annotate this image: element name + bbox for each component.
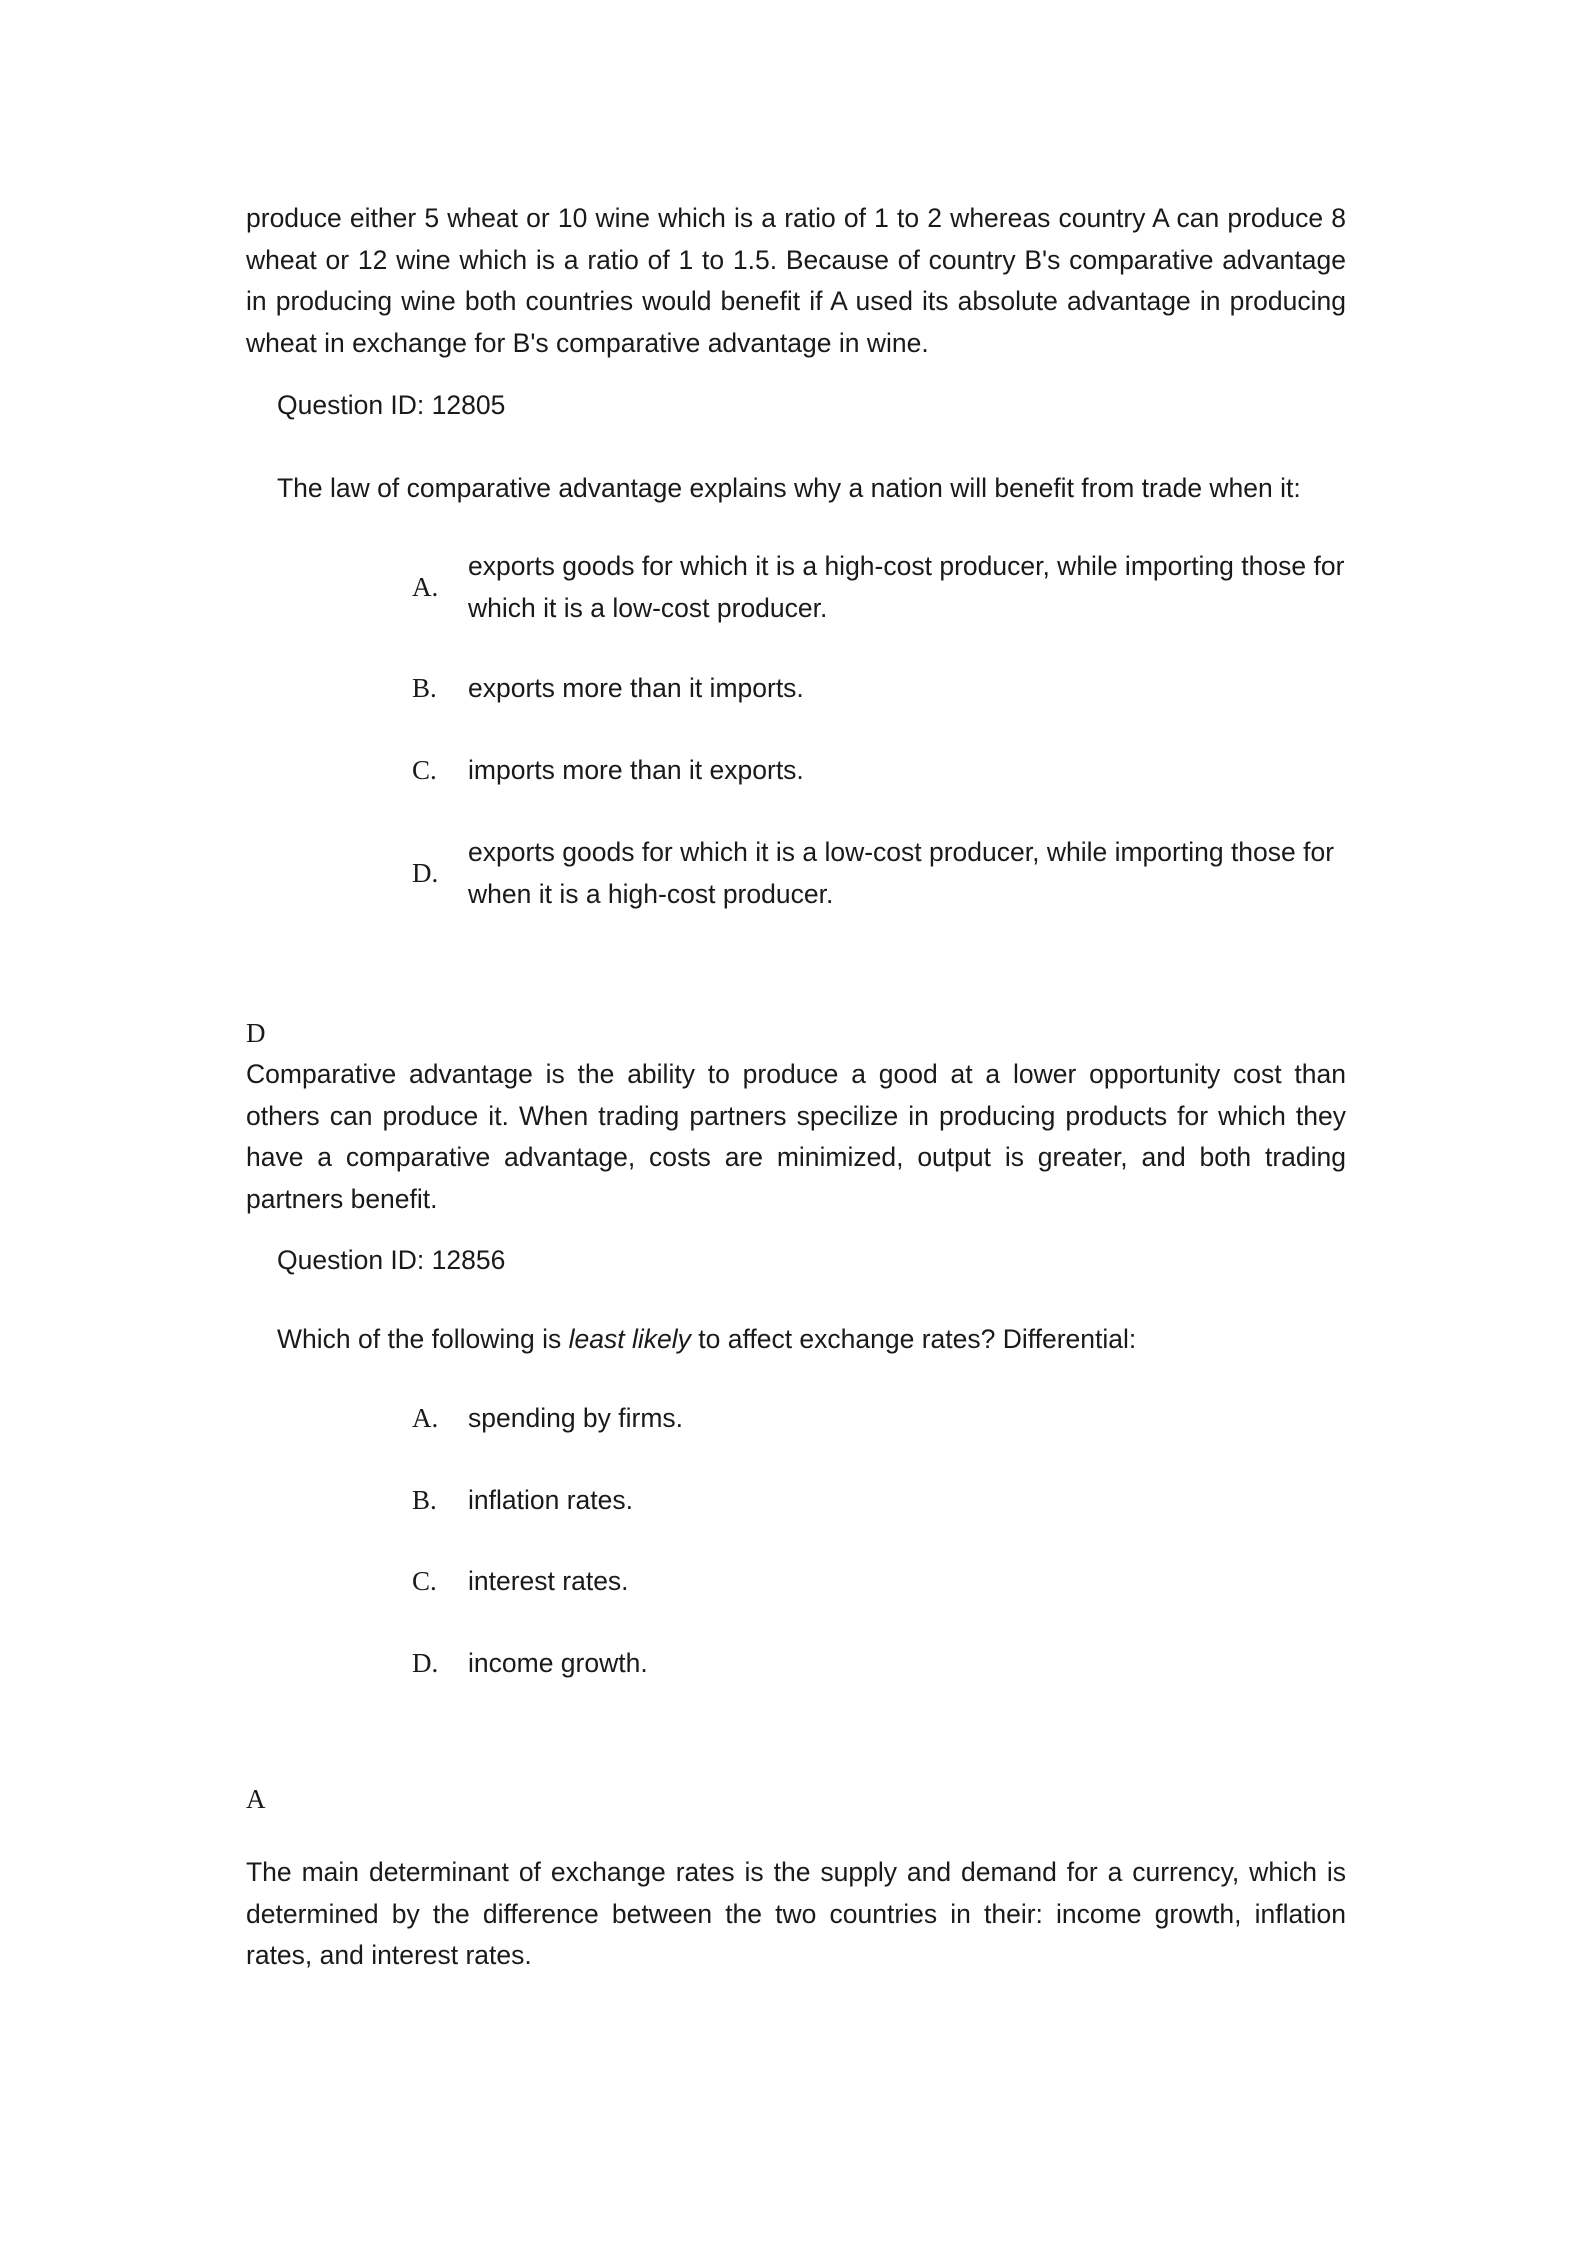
question-2-answer: A (246, 1784, 266, 1814)
question-2-option-d (412, 1643, 1362, 1685)
question-1-option-c (412, 750, 1362, 792)
option-text: spending by firms. (468, 1403, 684, 1433)
question-1-option-d (412, 832, 1362, 915)
option-letter: B. (412, 1485, 437, 1516)
option-text: inflation rates. (468, 1485, 633, 1515)
question-2-option-c (412, 1561, 1362, 1603)
question-1-option-b (412, 668, 1362, 710)
question-2-option-b (412, 1480, 1362, 1522)
option-text: interest rates. (468, 1566, 629, 1596)
option-letter: D. (412, 858, 439, 888)
intro-explanation: produce either 5 wheat or 10 wine which is a ratio of 1 to 2 whereas country A can produce 8 wheat or 12 wine which is a ratio of 1 to 1.5. Because of country B's comparative advantage in producing wine both countries would benefit if A used its absolute advantage in producing wheat in exchange for B's comparative advantage in wine. (246, 203, 1346, 358)
question-2-explanation: The main determinant of exchange rates is the supply and demand for a currency, which is determined by the difference between the two countries in their: income growth, inflation rates, and interest rates. (246, 1857, 1346, 1970)
option-text: imports more than it exports. (468, 755, 804, 785)
option-letter: A. (412, 1403, 439, 1434)
question-2-text (277, 1322, 1136, 1356)
option-letter: C. (412, 755, 437, 786)
option-text: exports goods for which it is a high-cost producer, while importing those for which it is a low-cost producer. (468, 551, 1345, 623)
option-letter: C. (412, 1566, 437, 1597)
option-text: exports goods for which it is a low-cost producer, while importing those for when it is a high-cost producer. (468, 837, 1335, 909)
option-letter: B. (412, 673, 437, 704)
option-text: exports more than it imports. (468, 673, 804, 703)
question-1-text: The law of comparative advantage explains why a nation will benefit from trade when it: (277, 473, 1301, 503)
question-1-answer: D (246, 1018, 266, 1048)
question-id-12805: Question ID: 12805 (277, 390, 506, 420)
question-2-text-before: Which of the following is (277, 1324, 569, 1354)
question-2-option-a (412, 1398, 1362, 1440)
question-id-12856: Question ID: 12856 (277, 1245, 506, 1275)
question-2-text-after: to affect exchange rates? Differential: (690, 1324, 1137, 1354)
question-1-option-a (412, 546, 1362, 629)
option-letter: A. (412, 572, 439, 602)
option-letter: D. (412, 1648, 439, 1679)
option-text: income growth. (468, 1648, 648, 1678)
question-1-explanation: Comparative advantage is the ability to produce a good at a lower opportunity cost than others can produce it. When trading partners specilize in producing products for which they have a comparative advantage, costs are minimized, output is greater, and both trading partners benefit. (246, 1059, 1346, 1214)
question-2-text-emphasis: least likely (568, 1324, 691, 1354)
